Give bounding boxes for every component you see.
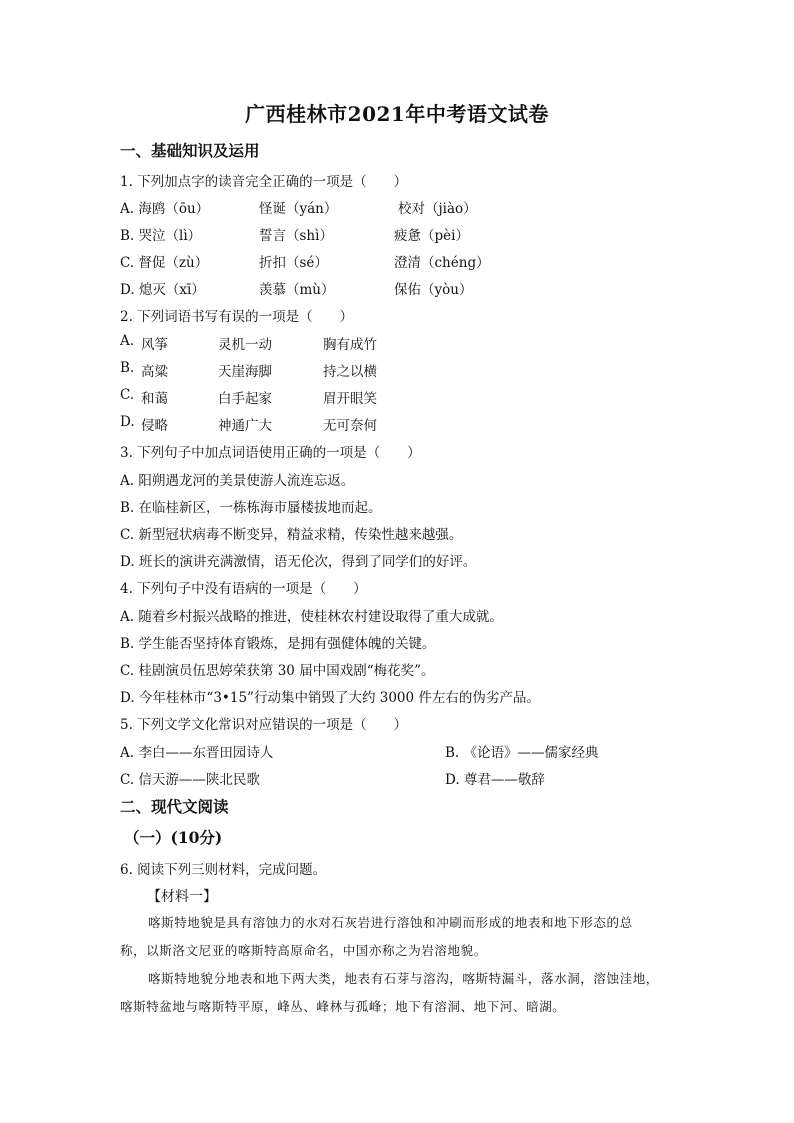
- question-5-stem: 5. 下列文学文化常识对应错误的一项是（ ）: [120, 717, 408, 733]
- q2-option-a-1: 风筝: [141, 337, 168, 353]
- q1-option-d-2: 羡慕（mù）: [259, 282, 335, 298]
- section-heading-reading: 二、现代文阅读: [120, 797, 229, 816]
- q2-option-c-1: 和蔼: [141, 391, 168, 407]
- q2-option-b-2: 天崖海脚: [218, 364, 272, 380]
- material-1-label: 【材料一】: [147, 889, 217, 905]
- q1-option-b-2: 誓言（shì）: [259, 228, 333, 244]
- question-6-stem: 6. 阅读下列三则材料，完成问题。: [120, 862, 327, 878]
- q2-option-a-2: 灵机一动: [218, 337, 272, 353]
- q3-option-b: B. 在临桂新区，一栋栋海市蜃楼拔地而起。: [120, 500, 382, 516]
- section-heading-basic: 一、基础知识及运用: [120, 141, 260, 160]
- question-2-stem: 2. 下列词语书写有误的一项是（ ）: [120, 309, 354, 325]
- q2-option-d-2: 神通广大: [218, 418, 272, 434]
- q1-option-d-1: D. 熄灭（xī）: [120, 282, 205, 298]
- material-1-line: 喀斯特盆地与喀斯特平原，峰丛、峰林与孤峰；地下有溶洞、地下河、暗湖。: [120, 999, 566, 1014]
- q2-option-a-3: 胸有成竹: [323, 337, 377, 353]
- q2-option-c-letter: C.: [120, 387, 135, 403]
- question-4-stem: 4. 下列句子中没有语病的一项是（ ）: [120, 581, 367, 597]
- q1-option-d-3: 保佑（yòu）: [394, 282, 473, 298]
- q1-option-c-1: C. 督促（zù）: [120, 255, 209, 271]
- q2-option-d-3: 无可奈何: [323, 418, 377, 434]
- q3-option-d: D. 班长的演讲充满激情，语无伦次，得到了同学们的好评。: [120, 554, 477, 570]
- q5-option-c: C. 信天游——陕北民歌: [120, 772, 260, 788]
- q5-option-b: B. 《论语》——儒家经典: [445, 745, 599, 761]
- material-1-line: 喀斯特地貌分地表和地下两大类，地表有石芽与溶沟，喀斯特漏斗，落水洞，溶蚀洼地，: [148, 971, 659, 986]
- q1-option-a-3: 校对（jiào）: [398, 201, 477, 217]
- material-1-line: 称，以斯洛文尼亚的喀斯特高原命名，中国亦称之为岩溶地貌。: [120, 943, 487, 958]
- q2-option-b-3: 持之以横: [323, 364, 377, 380]
- question-3-stem: 3. 下列句子中加点词语使用正确的一项是（ ）: [120, 445, 421, 461]
- q1-option-a-1: A. 海鸥（ōu）: [120, 201, 210, 217]
- q2-option-a-letter: A.: [120, 333, 135, 349]
- page-title: 广西桂林市2021年中考语文试卷: [245, 102, 549, 126]
- q2-option-b-1: 高粱: [141, 364, 168, 380]
- q2-option-b-letter: B.: [120, 360, 135, 376]
- subsection-heading: （一）(10分): [124, 828, 223, 847]
- q4-option-c: C. 桂剧演员伍思婷荣获第 30 届中国戏剧“梅花奖”。: [120, 663, 435, 679]
- question-1-stem: 1. 下列加点字的读音完全正确的一项是（ ）: [120, 174, 408, 190]
- q2-option-c-2: 白手起家: [218, 391, 272, 407]
- material-1-line: 喀斯特地貌是具有溶蚀力的水对石灰岩进行溶蚀和冲刷而形成的地表和地下形态的总: [148, 915, 633, 930]
- q5-option-d: D. 尊君——敬辞: [445, 772, 545, 788]
- q4-option-a: A. 随着乡村振兴战略的推进，使桂林农村建设取得了重大成就。: [120, 609, 503, 625]
- q1-option-c-2: 折扣（sé）: [259, 255, 328, 271]
- q5-option-a: A. 李白——东晋田园诗人: [120, 745, 274, 761]
- q1-option-b-3: 疲惫（pèi）: [394, 228, 469, 244]
- q1-option-a-2: 怪诞（yán）: [259, 201, 338, 217]
- q3-option-c: C. 新型冠状病毒不断变异，精益求精，传染性越来越强。: [120, 527, 463, 543]
- q2-option-d-1: 侵略: [141, 418, 168, 434]
- q2-option-c-3: 眉开眼笑: [323, 391, 377, 407]
- q1-option-b-1: B. 哭泣（lì）: [120, 228, 202, 244]
- q1-option-c-3: 澄清（chéng）: [394, 255, 490, 271]
- q3-option-a: A. 阳朔遇龙河的美景使游人流连忘返。: [120, 473, 355, 489]
- q2-option-d-letter: D.: [120, 414, 135, 430]
- q4-option-b: B. 学生能否坚持体育锻炼，是拥有强健体魄的关键。: [120, 636, 436, 652]
- q4-option-d: D. 今年桂林市“3•15”行动集中销毁了大约 3000 件左右的伪劣产品。: [120, 690, 540, 706]
